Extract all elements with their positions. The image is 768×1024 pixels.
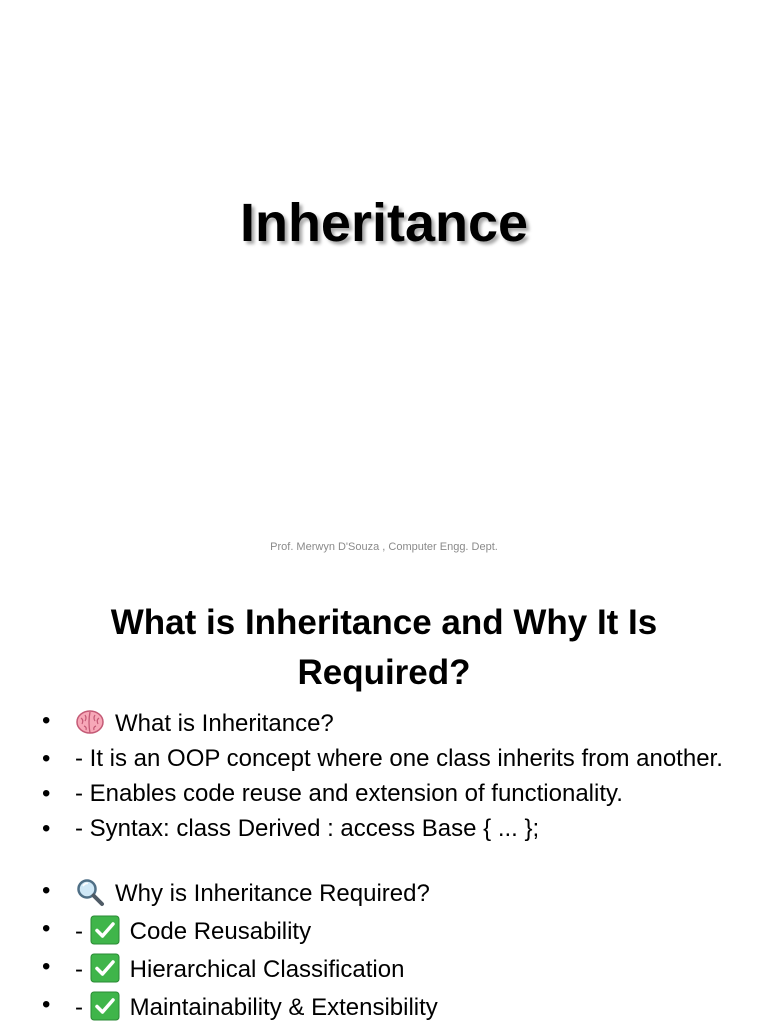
list-item [0,815,768,843]
list-item-prefix: - [75,956,83,983]
list-item-text: Code Reusability [129,918,312,945]
list-item [0,780,768,808]
list-item [0,953,768,984]
list-item [0,991,768,1022]
bullet-marker: • [42,915,51,942]
list-item-text: What is Inheritance? [115,710,334,737]
list-item-text: Why is Inheritance Required? [115,880,430,907]
bullet-marker: • [42,707,51,734]
list-item [0,915,768,946]
check-mark-icon [90,915,120,945]
list-item-text: - Enables code reuse and extension of functionality. [75,780,623,807]
check-mark-icon [90,953,120,983]
check-mark-icon [90,991,120,1021]
bullet-marker: • [42,991,51,1018]
slide-heading [40,598,728,698]
list-item-text: - It is an OOP concept where one class inherits from another. [75,745,723,772]
bullet-list [0,707,768,1024]
list-item [0,877,768,908]
list-item [0,707,768,738]
bullet-marker: • [42,953,51,980]
list-item [0,745,768,773]
list-item-prefix: - [75,918,83,945]
slide-title: Inheritance [239,193,529,253]
list-item-text: Hierarchical Classification [129,956,405,983]
magnifier-icon [75,877,105,907]
list-item-prefix: - [75,994,83,1021]
slide-heading-line-2: Required? [297,653,471,692]
bullet-marker: • [42,745,51,772]
slide-heading-line-1: What is Inheritance and Why It Is [110,603,658,642]
bullet-marker: • [42,780,51,807]
bullet-marker: • [42,877,51,904]
slide-footer: Prof. Merwyn D'Souza , Computer Engg. Dept. [270,541,498,553]
list-item-text: - Syntax: class Derived : access Base { ... }; [75,815,540,842]
bullet-marker: • [42,815,51,842]
brain-icon [75,707,105,737]
list-item-text: Maintainability & Extensibility [129,994,438,1021]
